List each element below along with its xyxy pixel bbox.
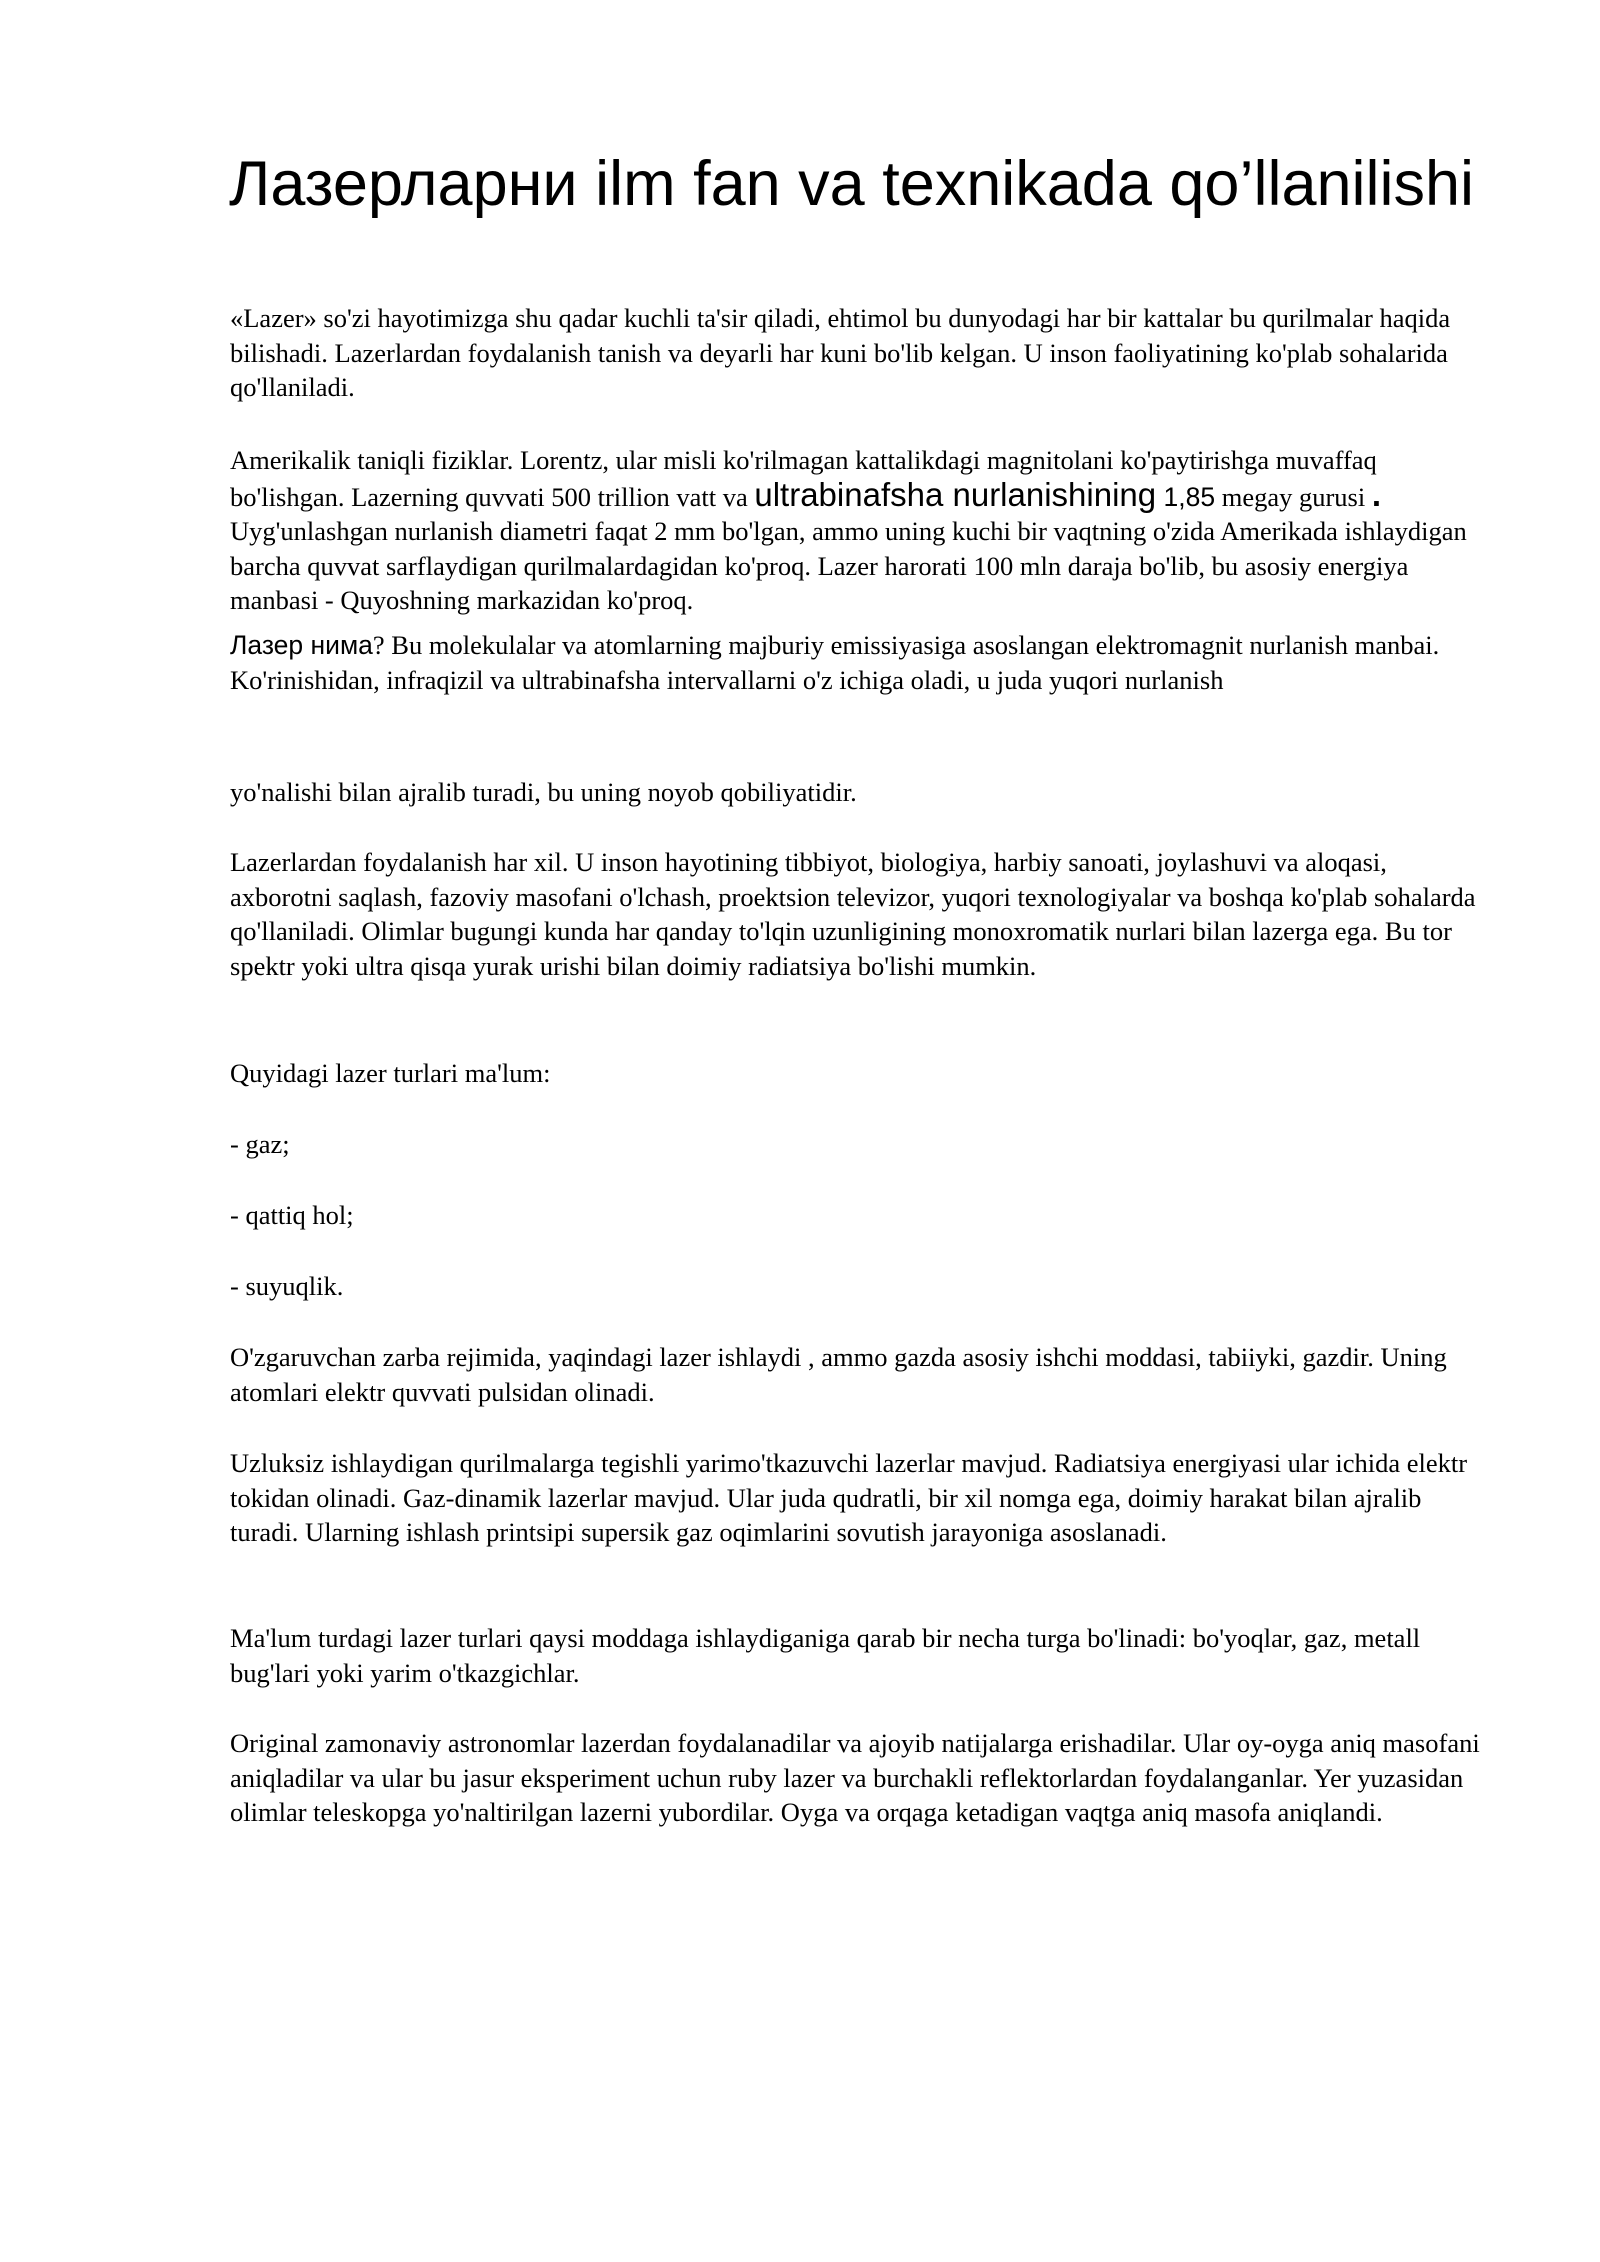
paragraph-physicists-part-a: Amerikalik taniqli fiziklar. Lorentz, ular misli ko'rilmagan kattalikdagi magnitolani ko'paytirishga muvaffaq bo'lishgan. Lazerning quvvati 500 trillion vatt va [230, 445, 1377, 512]
list-item-gas: - gaz; [230, 1129, 290, 1159]
paragraph-physicists-part-d: megay gurusi [1215, 481, 1372, 512]
list-item-solid: - qattiq hol; [230, 1200, 354, 1230]
paragraph-pulse-mode: O'zgaruvchan zarba rejimida, yaqindagi lazer ishlaydi , ammo gazda asosiy ishchi moddasi, tabiiyki, gazdir. Uning atomlari elektr quvvati pulsidan olinadi. [230, 1342, 1447, 1407]
paragraph-laser-definition [230, 628, 1492, 697]
paragraph-physicists-emphasis: ultrabinafsha nurlanishining [754, 475, 1157, 513]
paragraph-continuation: yo'nalishi bilan ajralib turadi, bu uning noyob qobiliyatidir. [230, 777, 857, 807]
paragraph-uses: Lazerlardan foydalanish har xil. U inson hayotining tibbiyot, biologiya, harbiy sanoati, joylashuvi va aloqasi, axborotni saqlash, fazoviy masofani o'lchash, proektsion televizor, yuqori texnologiyalar va boshqa ko'plab sohalarda qo'llaniladi. Olimlar bugungi kunda har qanday to'lqin uzunligining monoxromatik nurlari bilan lazerga ega. Bu tor spektr yoki ultra qisqa yurak urishi bilan doimiy radiatsiya bo'lishi mumkin. [230, 847, 1476, 981]
paragraph-physicists-part-f: Uyg'unlashgan nurlanish diametri faqat 2 mm bo'lgan, ammo uning kuchi bir vaqtning o'zida Amerikada ishlaydigan barcha quvvat sarflaydigan qurilmalardagidan ko'proq. Lazer harorati 100 mln daraja bo'lib, bu asosiy energiya manbasi - Quyoshning markazidan ko'proq. [230, 516, 1467, 615]
paragraph-classification: Ma'lum turdagi lazer turlari qaysi moddaga ishlaydiganiga qarab bir necha turga bo'linadi: bo'yoqlar, gaz, metall bug'lari yoki yarim o'tkazgichlar. [230, 1623, 1421, 1688]
paragraph-intro: «Lazer» so'zi hayotimizga shu qadar kuchli ta'sir qiladi, ehtimol bu dunyodagi har bir kattalar bu qurilmalar haqida bilishadi. Lazerlardan foydalanish tanish va deyarli har kuni bo'lib kelgan. U inson faoliyatining ko'plab sohalarida qo'llaniladi. [230, 303, 1451, 402]
paragraph-physicists [230, 443, 1492, 618]
list-item-liquid: - suyuqlik. [230, 1271, 344, 1301]
paragraph-physicists-number: 1,85 [1156, 481, 1216, 512]
paragraph-physicists-dot: . [1371, 475, 1382, 513]
paragraph-astronomy: Original zamonaviy astronomlar lazerdan foydalanadilar va ajoyib natijalarga erishadilar. Ular oy-oyga aniq masofani aniqladilar va ular bu jasur eksperiment uchun ruby lazer va burchakli reflektorlardan foydalanganlar. Yer yuzasidan olimlar teleskopga yo'naltirilgan lazerni yubordilar. Oyga va orqaga ketadigan vaqtga aniq masofa aniqlandi. [230, 1728, 1480, 1827]
paragraph-laser-definition-question: Лазер нима [230, 630, 373, 660]
paragraph-laser-definition-body: ? Bu molekulalar va atomlarning majburiy emissiyasiga asoslangan elektromagnit nurlanish manbai. Ko'rinishidan, infraqizil va ultrabinafsha intervallarni o'z ichiga oladi, u juda yuqori nurlanish [230, 630, 1440, 695]
paragraph-types-intro: Quyidagi lazer turlari ma'lum: [230, 1058, 551, 1088]
page-title: Лазерларни ilm fan va texnikada qo’llanilishi [229, 149, 1475, 219]
paragraph-semiconductor: Uzluksiz ishlaydigan qurilmalarga tegishli yarimo'tkazuvchi lazerlar mavjud. Radiatsiya energiyasi ular ichida elektr tokidan olinadi. Gaz-dinamik lazerlar mavjud. Ular juda qudratli, bir xil nomga ega, doimiy harakat bilan ajralib turadi. Ularning ishlash printsipi supersik gaz oqimlarini sovutish jarayoniga asoslanadi. [230, 1448, 1468, 1547]
